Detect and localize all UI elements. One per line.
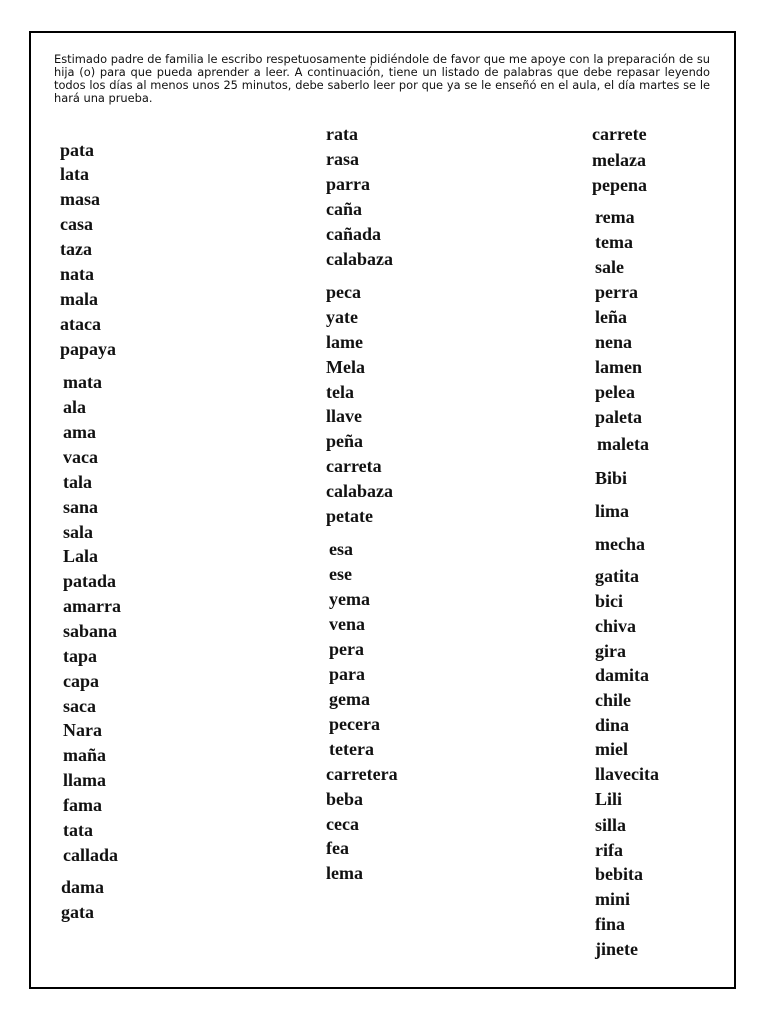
word-item: ataca: [60, 314, 101, 334]
word-item: fama: [63, 795, 102, 815]
word-item: fea: [326, 838, 349, 858]
word-item: petate: [326, 506, 373, 526]
word-item: sala: [63, 522, 94, 542]
word-item: capa: [63, 671, 99, 691]
word-item: beba: [326, 789, 364, 809]
word-item: masa: [60, 189, 100, 209]
word-item: tetera: [329, 739, 374, 759]
word-item: fina: [595, 914, 626, 934]
word-item: rema: [595, 207, 635, 227]
word-item: tela: [326, 382, 354, 402]
word-item: lema: [326, 863, 363, 883]
word-item: lame: [326, 332, 363, 352]
word-item: callada: [63, 845, 119, 865]
word-item: tata: [63, 820, 93, 840]
word-item: llama: [63, 770, 106, 790]
word-item: ama: [63, 422, 96, 442]
word-item: vaca: [63, 447, 98, 467]
word-item: casa: [60, 214, 93, 234]
word-item: calabaza: [326, 249, 393, 269]
word-item: Lili: [595, 789, 623, 809]
word-item: ese: [329, 564, 352, 584]
word-item: pelea: [595, 382, 635, 402]
word-item: damita: [595, 665, 649, 685]
word-item: llave: [326, 406, 362, 426]
word-item: miel: [595, 739, 628, 759]
word-item: tapa: [63, 646, 98, 666]
word-item: sale: [595, 257, 624, 277]
word-item: rata: [326, 124, 358, 144]
word-item: mala: [60, 289, 98, 309]
word-item: lamen: [595, 357, 642, 377]
word-item: patada: [63, 571, 117, 591]
word-item: peña: [326, 431, 364, 451]
word-item: gata: [61, 902, 94, 922]
word-item: mecha: [595, 534, 645, 554]
word-item: tema: [595, 232, 633, 252]
word-item: mata: [63, 372, 102, 392]
word-item: pepena: [592, 175, 648, 195]
word-item: tala: [63, 472, 92, 492]
word-item: ala: [63, 397, 87, 417]
word-item: yate: [326, 307, 358, 327]
word-item: parra: [326, 174, 370, 194]
word-item: llavecita: [595, 764, 659, 784]
word-item: bebita: [595, 864, 644, 884]
word-item: perra: [595, 282, 638, 302]
word-item: vena: [329, 614, 365, 634]
word-item: carretera: [326, 764, 398, 784]
word-item: dina: [595, 715, 630, 735]
word-item: leña: [595, 307, 628, 327]
word-item: saca: [63, 696, 96, 716]
word-item: gema: [329, 689, 370, 709]
word-item: sana: [63, 497, 99, 517]
word-item: carreta: [326, 456, 382, 476]
word-item: pera: [329, 639, 364, 659]
word-item: yema: [329, 589, 370, 609]
word-item: Bibi: [595, 468, 628, 488]
word-item: jinete: [595, 939, 638, 959]
word-item: paleta: [595, 407, 642, 427]
word-item: nata: [60, 264, 95, 284]
word-item: chile: [595, 690, 631, 710]
word-item: mini: [595, 889, 631, 909]
word-item: esa: [329, 539, 353, 559]
word-item: sabana: [63, 621, 118, 641]
word-item: peca: [326, 282, 361, 302]
word-item: maña: [63, 745, 107, 765]
word-item: rifa: [595, 840, 623, 860]
word-item: pecera: [329, 714, 380, 734]
word-item: para: [329, 664, 365, 684]
word-item: Lala: [63, 546, 99, 566]
word-item: chiva: [595, 616, 637, 636]
word-item: gatita: [595, 566, 639, 586]
word-item: amarra: [63, 596, 121, 616]
word-item: melaza: [592, 150, 646, 170]
word-item: silla: [595, 815, 627, 835]
intro-paragraph: Estimado padre de familia le escribo respetuosamente pidiéndole de favor que me apoye con la preparación de su hija (o) para que pueda aprender a leer. A continuación, tiene un listado de palabras que debe repasar leyendo todos los días al menos unos 25 minutos, debe saberlo leer por que ya se le enseñó en el aula, el día martes se le hará una prueba.: [54, 52, 710, 105]
word-item: cañada: [326, 224, 382, 244]
word-item: caña: [326, 199, 362, 219]
word-item: bici: [595, 591, 624, 611]
word-item: rasa: [326, 149, 359, 169]
word-item: nena: [595, 332, 633, 352]
word-item: taza: [60, 239, 92, 259]
word-item: Nara: [63, 720, 102, 740]
word-item: lata: [60, 164, 89, 184]
word-item: dama: [61, 877, 105, 897]
word-item: lima: [595, 501, 629, 521]
word-item: Mela: [326, 357, 365, 377]
word-item: maleta: [597, 434, 649, 454]
word-item: ceca: [326, 814, 359, 834]
word-item: pata: [60, 140, 95, 160]
word-item: gira: [595, 641, 626, 661]
word-item: papaya: [60, 339, 117, 359]
word-item: carrete: [592, 124, 647, 144]
word-item: calabaza: [326, 481, 393, 501]
